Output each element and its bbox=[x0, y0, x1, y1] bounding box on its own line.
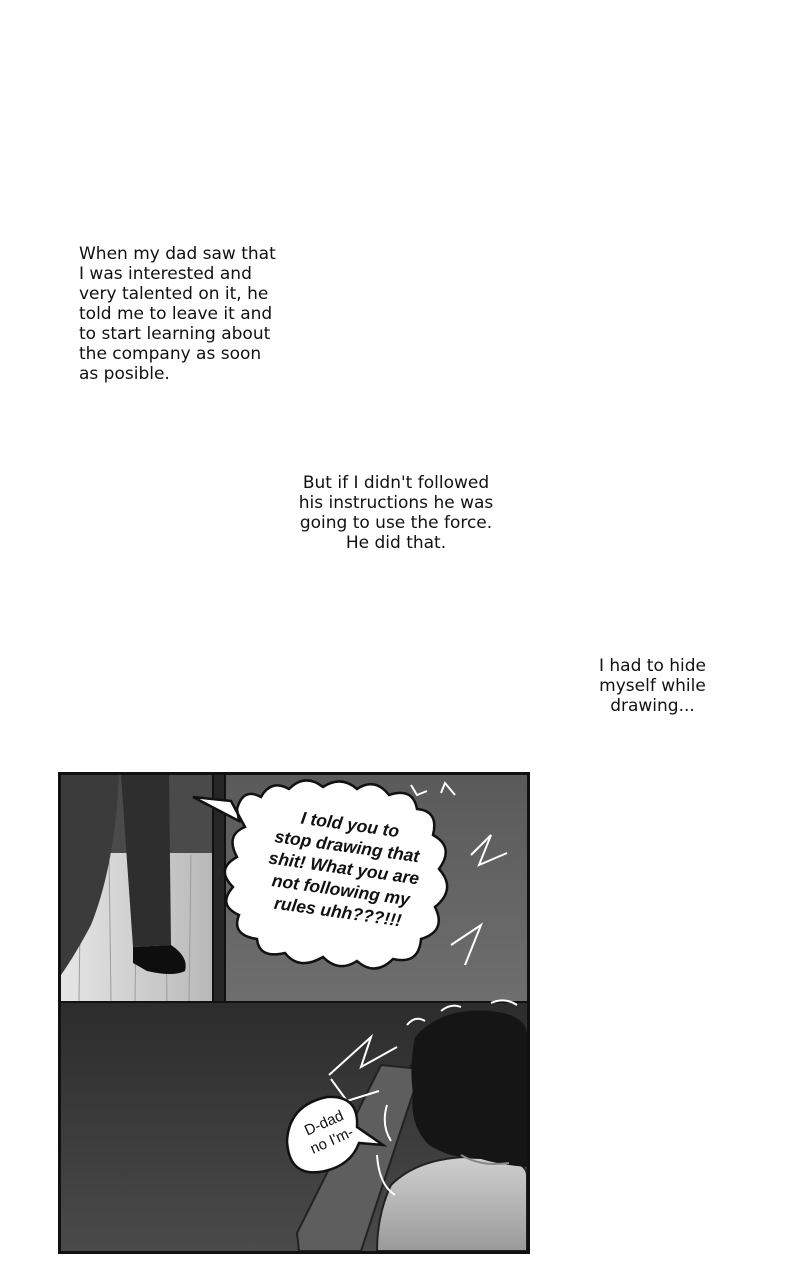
narration-caption-3: I had to hide myself while drawing... bbox=[598, 656, 707, 716]
comic-panel bbox=[58, 772, 530, 1254]
speech-text-kid: D-dad no I'm- bbox=[302, 1107, 357, 1158]
doorway-scene bbox=[61, 775, 225, 1001]
narration-caption-1: When my dad saw that I was interested and very talented on it, he told me to leave it and to start learning about the company as soon as posible. bbox=[79, 244, 276, 384]
narration-caption-2: But if I didn't followed his instructions he was going to use the force. He did that. bbox=[298, 473, 494, 553]
speech-text-dad: I told you to stop drawing that shit! What you are not following my rules uhh???!!! bbox=[267, 807, 421, 931]
